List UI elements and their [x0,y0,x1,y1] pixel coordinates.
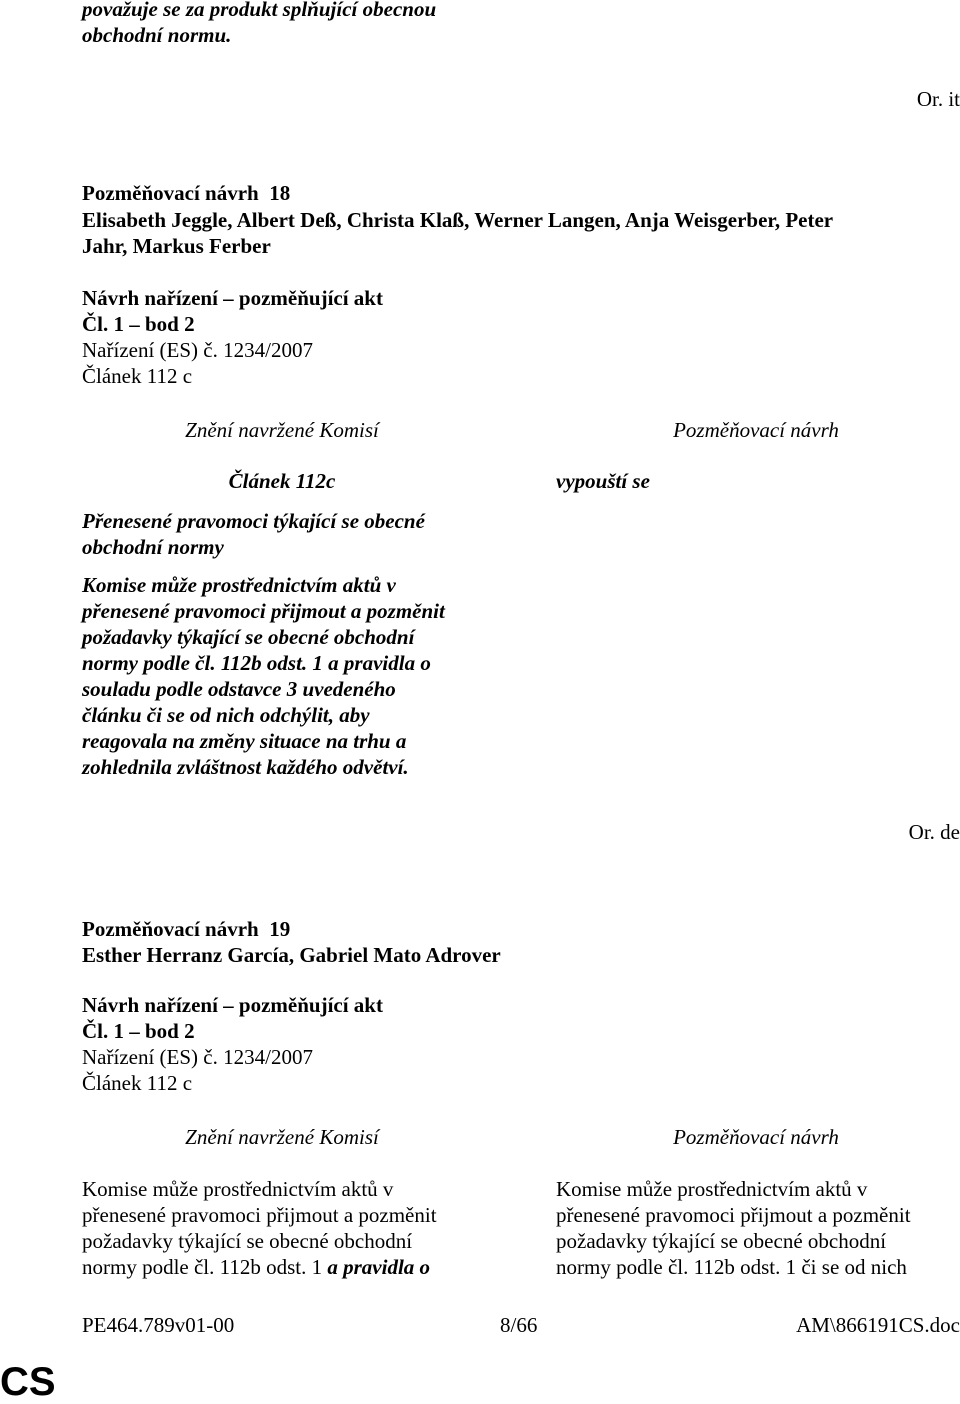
amendment-18-article: Článek 112 c [82,364,193,388]
amendment-18-left-body-line: normy podle čl. 112b odst. 1 a pravidla o [82,651,431,675]
footer-language-code: CS [0,1360,56,1404]
continuation-line-2: obchodní normu. [82,23,232,47]
amendment-18-proposal: Návrh nařízení – pozměňující akt [82,286,383,310]
amendment-19-proposal: Návrh nařízení – pozměňující akt [82,993,383,1017]
amendment-18-authors-line-2: Jahr, Markus Ferber [82,234,271,258]
amendment-19-left-text-line: přenesené pravomoci přijmout a pozměnit [82,1203,437,1227]
amendment-19-right-text-line: požadavky týkající se obecné obchodní [556,1229,887,1253]
amendment-18-left-heading-line-1: Přenesené pravomoci týkající se obecné [82,509,425,533]
continuation-line-1: považuje se za produkt splňující obecnou [82,0,437,21]
amendment-18-left-article-title: Článek 112c [228,469,336,493]
amendment-18-article-ref: Čl. 1 – bod 2 [82,312,195,336]
amendment-18-regulation: Nařízení (ES) č. 1234/2007 [82,338,313,362]
amendment-18-left-body-line: souladu podle odstavce 3 uvedeného [82,677,396,701]
amendment-number: 18 [269,181,291,205]
amendment-19-right-text-line: normy podle čl. 112b odst. 1 či se od nich [556,1255,907,1279]
amendment-19-right-column-heading: Pozměňovací návrh [673,1125,839,1149]
amendment-19-left-text-line [82,1254,430,1280]
amendment-19-article: Článek 112 c [82,1071,193,1095]
origin-language-it: Or. it [916,87,960,111]
amendment-18-title [82,180,290,206]
amendment-19-authors: Esther Herranz García, Gabriel Mato Adrover [82,943,501,967]
amendment-18-left-body-line: článku či se od nich odchýlit, aby [82,703,370,727]
amendment-18-left-body-line: reagovala na změny situace na trhu a [82,729,407,753]
left-plain-part: normy podle čl. 112b odst. 1 [82,1255,328,1279]
amendment-19-article-ref: Čl. 1 – bod 2 [82,1019,195,1043]
footer-file-name: AM\866191CS.doc [796,1313,960,1337]
amendment-18-left-body-line: zohlednila zvláštnost každého odvětví. [82,755,409,779]
amendment-19-left-text-line: Komise může prostřednictvím aktů v [82,1177,394,1201]
amendment-18-left-body-line: přenesené pravomoci přijmout a pozměnit [82,599,445,623]
amendment-19-title [82,916,290,942]
amendment-18-left-heading-line-2: obchodní normy [82,535,224,559]
amendment-18-left-body-line: Komise může prostřednictvím aktů v [82,573,396,597]
amendment-18-right-deleted: vypouští se [556,469,650,493]
amendment-18-left-column-heading: Znění navržené Komisí [185,418,379,442]
amendment-19-right-text-line: Komise může prostřednictvím aktů v [556,1177,868,1201]
amendment-number: 19 [269,917,291,941]
amendment-18-right-column-heading: Pozměňovací návrh [673,418,839,442]
amendment-label: Pozměňovací návrh [82,181,259,205]
amendment-19-right-text-line: přenesené pravomoci přijmout a pozměnit [556,1203,911,1227]
left-changed-part: a pravidla o [327,1255,431,1279]
amendment-label: Pozměňovací návrh [82,917,259,941]
footer-doc-ref: PE464.789v01-00 [82,1313,235,1337]
amendment-19-regulation: Nařízení (ES) č. 1234/2007 [82,1045,313,1069]
amendment-19-left-text-line: požadavky týkající se obecné obchodní [82,1229,413,1253]
amendment-18-left-body-line: požadavky týkající se obecné obchodní [82,625,415,649]
origin-language-de: Or. de [908,820,960,844]
amendment-19-left-column-heading: Znění navržené Komisí [185,1125,379,1149]
footer-page-number: 8/66 [500,1313,538,1337]
amendment-18-authors-line-1: Elisabeth Jeggle, Albert Deß, Christa Klaß, Werner Langen, Anja Weisgerber, Peter [82,208,834,232]
